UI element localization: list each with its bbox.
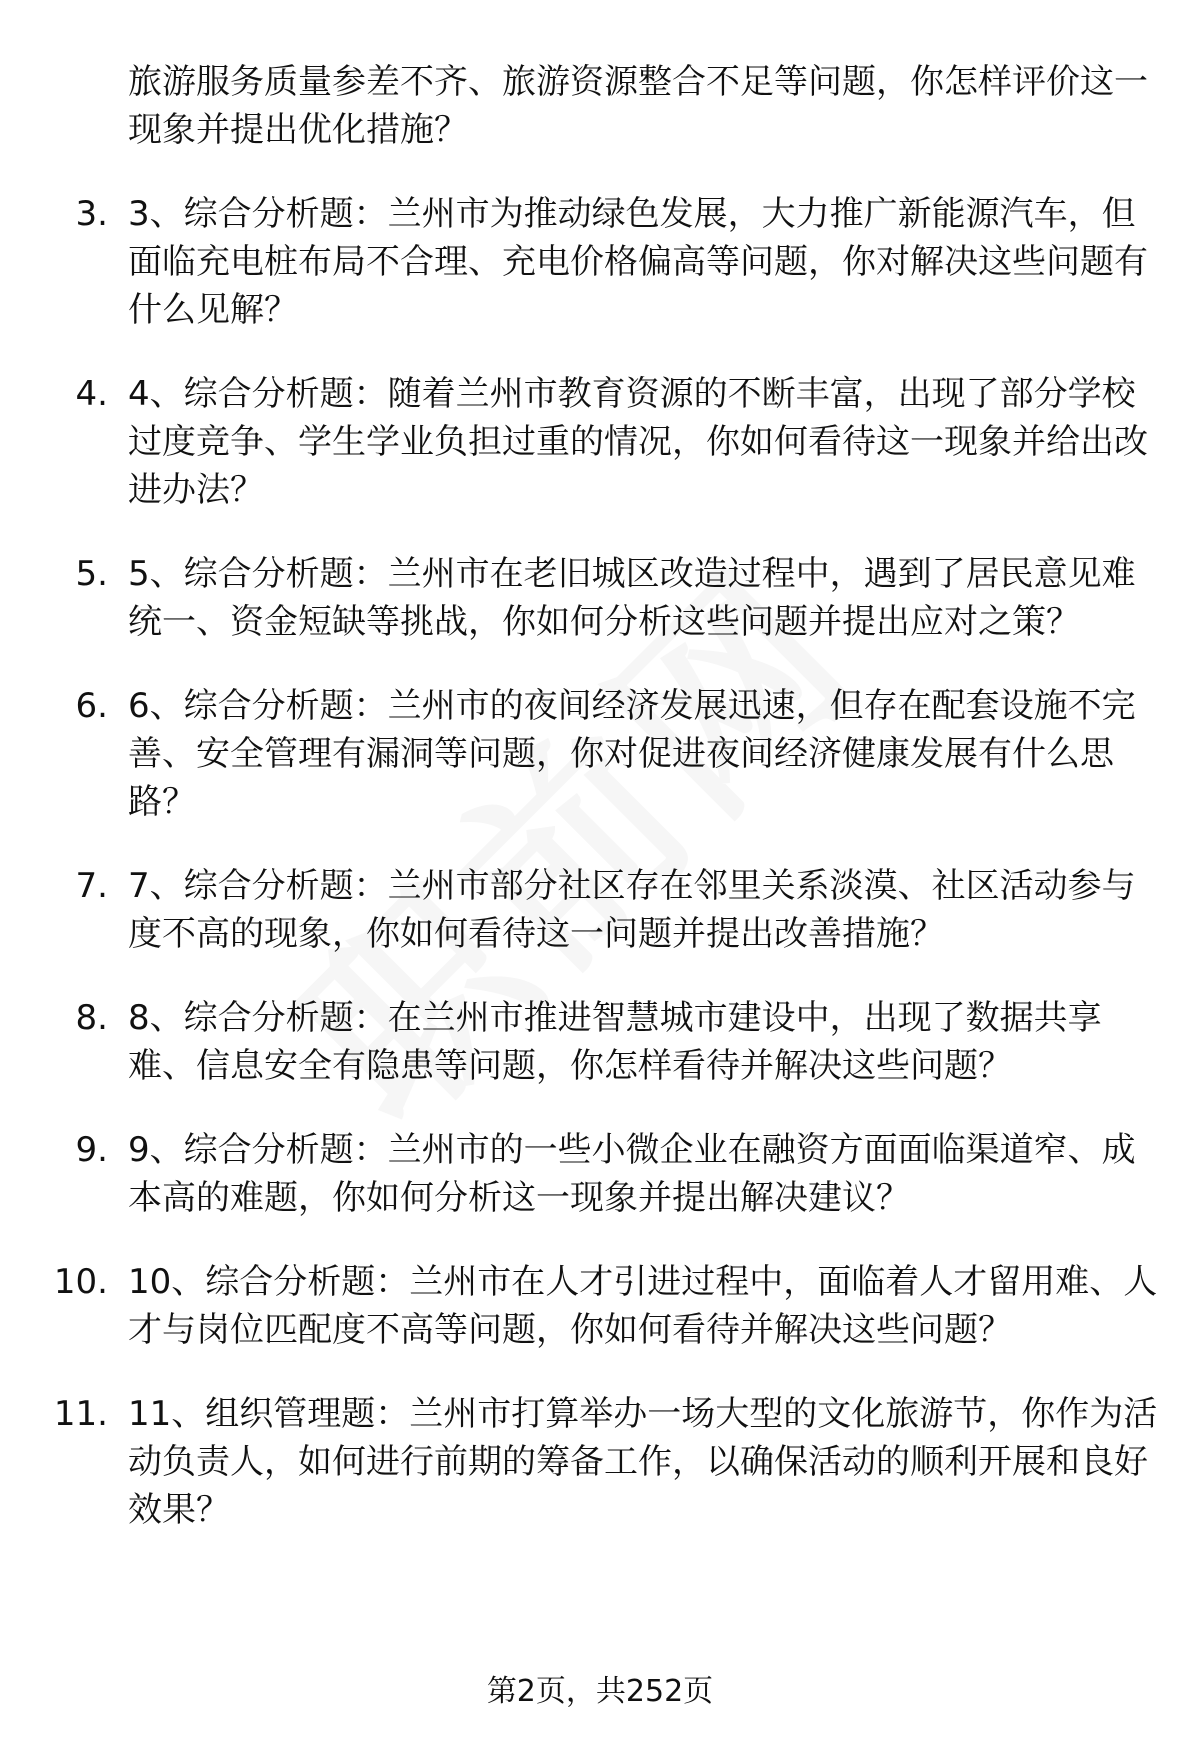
question-number: 11. bbox=[53, 1394, 108, 1434]
page-footer: 第2页，共252页 bbox=[486, 1674, 714, 1709]
list-item bbox=[0, 994, 1168, 1090]
question-number: 6. bbox=[75, 686, 108, 726]
list-item bbox=[0, 1258, 1168, 1354]
continuation-paragraph: 旅游服务质量参差不齐、旅游资源整合不足等问题，你怎样评价这一现象并提出优化措施？ bbox=[128, 62, 1148, 150]
question-list bbox=[0, 190, 1200, 1534]
list-item bbox=[0, 550, 1168, 646]
list-item bbox=[0, 862, 1168, 958]
question-text: 8、综合分析题：在兰州市推进智慧城市建设中，出现了数据共享难、信息安全有隐患等问题，你怎样看待并解决这些问题？ bbox=[128, 998, 1102, 1086]
list-item bbox=[0, 1126, 1168, 1222]
question-text: 6、综合分析题：兰州市的夜间经济发展迅速，但存在配套设施不完善、安全管理有漏洞等问题，你对促进夜间经济健康发展有什么思路？ bbox=[128, 686, 1136, 822]
question-text: 4、综合分析题：随着兰州市教育资源的不断丰富，出现了部分学校过度竞争、学生学业负担过重的情况，你如何看待这一现象并给出改进办法？ bbox=[128, 374, 1148, 510]
question-text: 7、综合分析题：兰州市部分社区存在邻里关系淡漠、社区活动参与度不高的现象，你如何看待这一问题并提出改善措施？ bbox=[128, 866, 1136, 954]
list-item bbox=[0, 682, 1168, 826]
question-number: 3. bbox=[75, 194, 108, 234]
question-text: 10、综合分析题：兰州市在人才引进过程中，面临着人才留用难、人才与岗位匹配度不高等问题，你如何看待并解决这些问题？ bbox=[128, 1262, 1158, 1350]
question-text: 9、综合分析题：兰州市的一些小微企业在融资方面面临渠道窄、成本高的难题，你如何分析这一现象并提出解决建议？ bbox=[128, 1130, 1136, 1218]
question-number: 5. bbox=[75, 554, 108, 594]
question-number: 7. bbox=[75, 866, 108, 906]
question-text: 3、综合分析题：兰州市为推动绿色发展，大力推广新能源汽车，但面临充电桩布局不合理、充电价格偏高等问题，你对解决这些问题有什么见解？ bbox=[128, 194, 1148, 330]
page-content bbox=[0, 58, 1200, 1570]
list-item bbox=[0, 1390, 1168, 1534]
question-text: 11、组织管理题：兰州市打算举办一场大型的文化旅游节，你作为活动负责人，如何进行前期的筹备工作，以确保活动的顺利开展和良好效果？ bbox=[128, 1394, 1158, 1530]
list-item bbox=[0, 370, 1168, 514]
question-number: 10. bbox=[53, 1262, 108, 1302]
question-number: 8. bbox=[75, 998, 108, 1038]
question-number: 9. bbox=[75, 1130, 108, 1170]
question-text: 5、综合分析题：兰州市在老旧城区改造过程中，遇到了居民意见难统一、资金短缺等挑战，你如何分析这些问题并提出应对之策？ bbox=[128, 554, 1136, 642]
list-item bbox=[0, 190, 1168, 334]
question-number: 4. bbox=[75, 374, 108, 414]
